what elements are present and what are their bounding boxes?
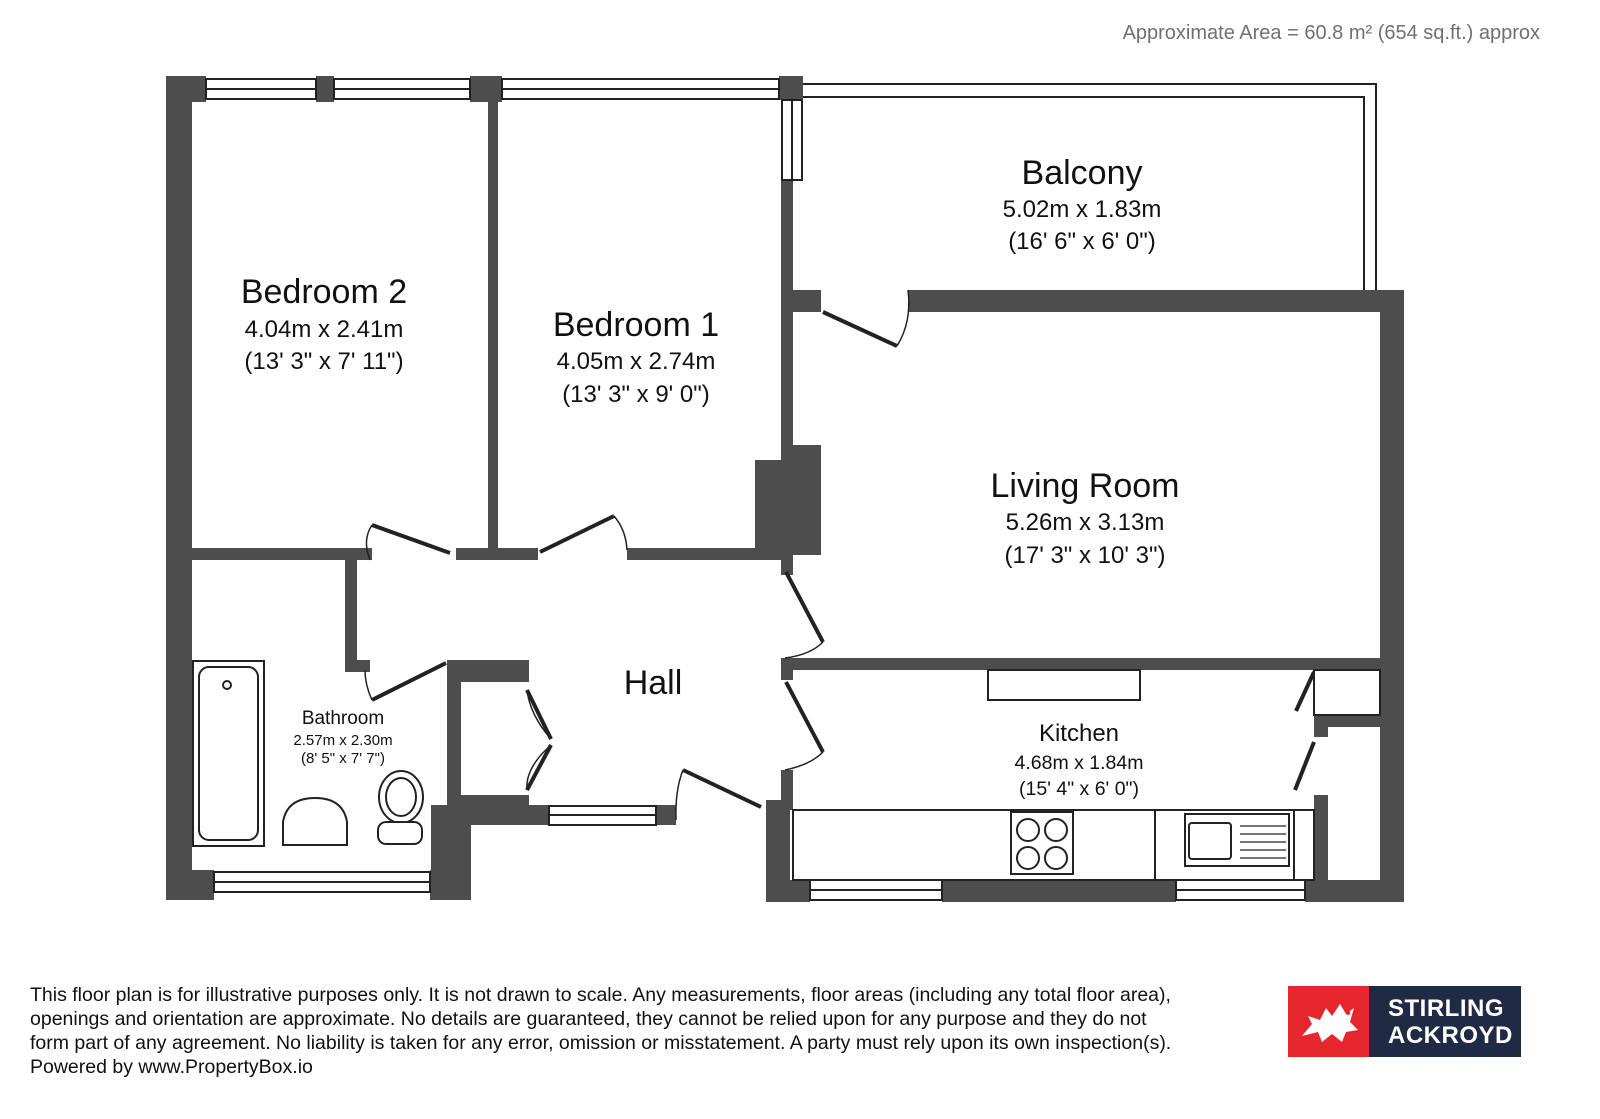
room-metric-bedroom2: 4.04m x 2.41m [244, 316, 404, 343]
disclaimer-line: This floor plan is for illustrative purposes only. It is not drawn to scale. Any measurements, floor areas (including any total floor area), [30, 984, 1171, 1006]
room-name-bathroom: Bathroom [301, 708, 385, 729]
room-imperial-living: (17' 3" x 10' 3") [1004, 542, 1166, 569]
logo-wordmark [1369, 986, 1521, 1057]
room-metric-bathroom: 2.57m x 2.30m [293, 732, 393, 749]
room-metric-bedroom1: 4.05m x 2.74m [556, 348, 716, 375]
room-imperial-kitchen: (15' 4" x 6' 0") [1019, 778, 1139, 800]
room-metric-kitchen: 4.68m x 1.84m [1014, 752, 1144, 774]
room-name-hall: Hall [623, 664, 683, 702]
room-imperial-bathroom: (8' 5" x 7' 7") [301, 750, 385, 767]
room-name-bedroom1: Bedroom 1 [552, 306, 720, 344]
room-metric-living: 5.26m x 3.13m [1005, 509, 1165, 536]
logo-line-2: ACKROYD [1388, 1021, 1513, 1049]
room-name-bedroom2: Bedroom 2 [240, 273, 408, 311]
room-name-balcony: Balcony [1021, 154, 1143, 192]
disclaimer-line: form part of any agreement. No liability is taken for any error, omission or misstatement. A party must rely upon its own inspection(s). [30, 1032, 1172, 1054]
room-labels [241, 154, 1180, 800]
room-name-kitchen: Kitchen [1038, 720, 1120, 747]
stirling-ackroyd-logo [1288, 986, 1521, 1057]
room-imperial-balcony: (16' 6" x 6' 0") [1008, 228, 1156, 255]
room-imperial-bedroom2: (13' 3" x 7' 11") [244, 348, 404, 375]
powered-by: Powered by www.PropertyBox.io [30, 1056, 313, 1078]
disclaimer [30, 983, 1280, 1079]
disclaimer-line: openings and orientation are approximate. No details are guaranteed, they cannot be relied upon for any purpose and they do not [30, 1008, 1147, 1030]
logo-line-1: STIRLING [1388, 994, 1504, 1022]
washbasin [283, 798, 347, 845]
walls [166, 76, 1404, 902]
extractor [988, 670, 1140, 700]
approximate-area: Approximate Area = 60.8 m² (654 sq.ft.) approx [1122, 22, 1540, 44]
room-imperial-bedroom1: (13' 3" x 9' 0") [562, 381, 710, 408]
dragon-icon [1288, 986, 1369, 1057]
room-name-living: Living Room [990, 467, 1180, 505]
room-metric-balcony: 5.02m x 1.83m [1002, 196, 1162, 223]
